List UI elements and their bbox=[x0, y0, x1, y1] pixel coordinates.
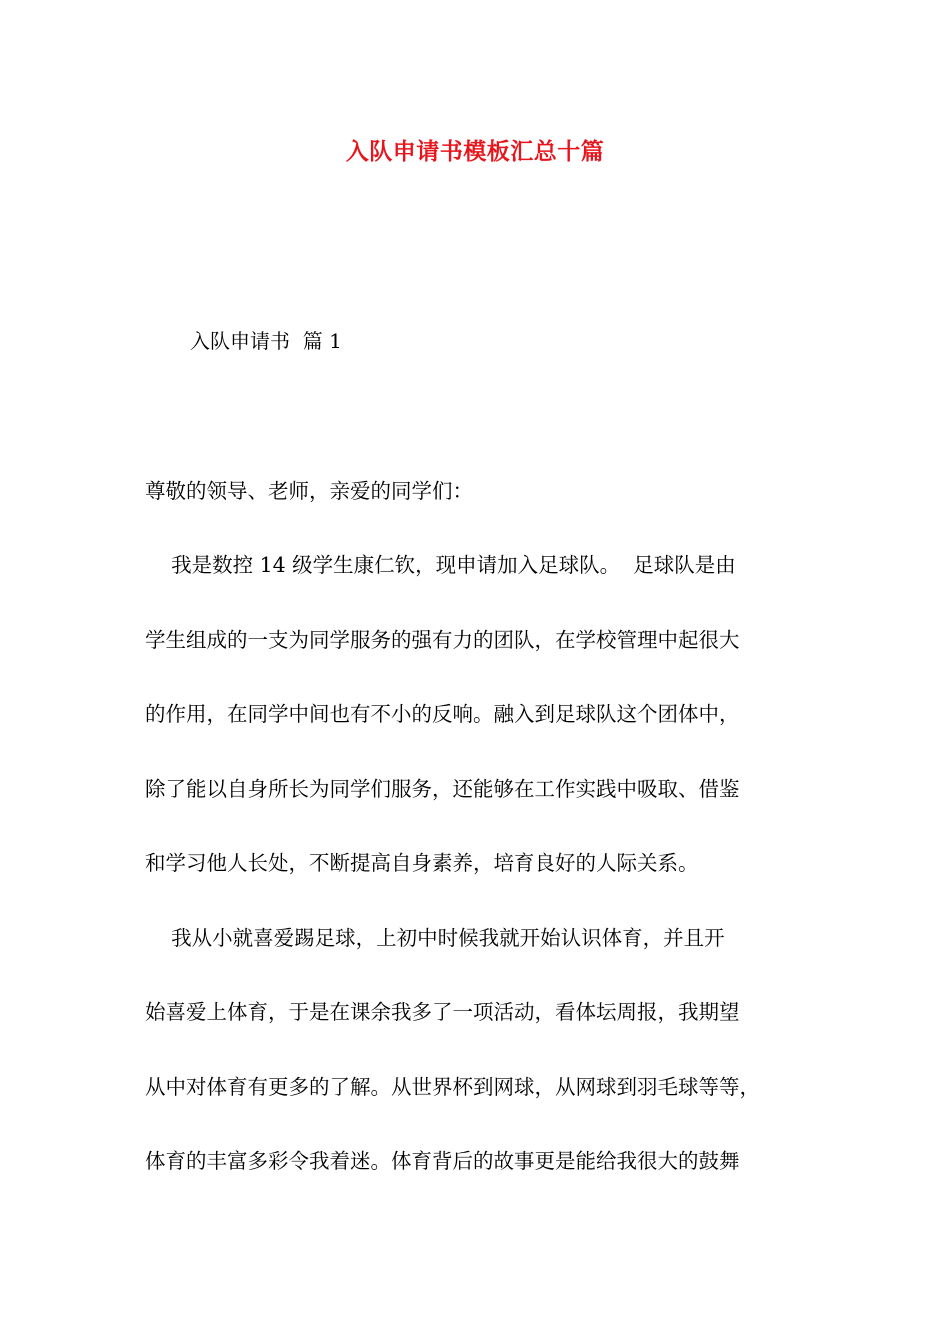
section-heading: 入队申请书 篇 1 bbox=[190, 329, 342, 353]
body-line: 始喜爱上体育，于是在课余我多了一项活动，看体坛周报，我期望 bbox=[145, 1000, 740, 1024]
body-line: 体育的丰富多彩令我着迷。体育背后的故事更是能给我很大的鼓舞 bbox=[145, 1149, 740, 1173]
body-line: 的作用，在同学中间也有不小的反响。融入到足球队这个团体中， bbox=[145, 702, 740, 726]
body-line: 从中对体育有更多的了解。从世界杯到网球，从网球到羽毛球等等， bbox=[145, 1075, 760, 1099]
body-line: 学生组成的一支为同学服务的强有力的团队，在学校管理中起很大 bbox=[145, 628, 740, 652]
body-line: 我从小就喜爱踢足球，上初中时候我就开始认识体育，并且开 bbox=[145, 926, 725, 950]
salutation: 尊敬的领导、老师，亲爱的同学们： bbox=[145, 479, 473, 503]
document-title: 入队申请书模板汇总十篇 bbox=[345, 138, 605, 165]
body-line: 除了能以自身所长为同学们服务，还能够在工作实践中吸取、借鉴 bbox=[145, 777, 740, 801]
body-line: 和学习他人长处，不断提高自身素养，培育良好的人际关系。 bbox=[145, 851, 699, 875]
body-line: 我是数控 14 级学生康仁钦，现申请加入足球队。 足球队是由 bbox=[145, 553, 736, 577]
